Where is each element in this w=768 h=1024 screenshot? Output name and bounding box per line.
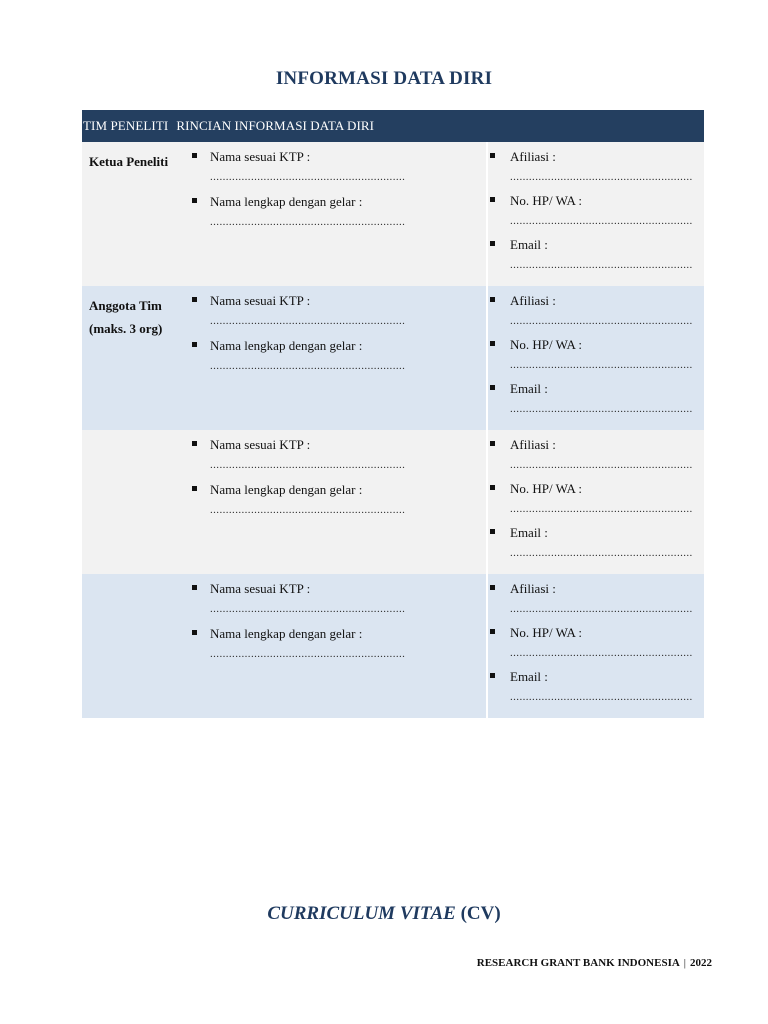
field-label: No. HP/ WA : [510, 481, 582, 496]
name-cell [188, 430, 488, 574]
fill-in-line[interactable]: .............................................................. [210, 603, 406, 615]
field-label: Nama lengkap dengan gelar : [210, 626, 363, 641]
form-field [188, 581, 486, 616]
square-bullet-icon [490, 529, 495, 534]
field-label: Email : [510, 525, 548, 540]
field-label: Email : [510, 237, 548, 252]
fill-in-line[interactable]: .......................................................... [510, 359, 693, 371]
square-bullet-icon [490, 673, 495, 678]
square-bullet-icon [490, 585, 495, 590]
form-field [488, 293, 704, 328]
table-body [82, 142, 704, 718]
square-bullet-icon [490, 197, 495, 202]
data-diri-table [82, 110, 704, 718]
form-field [188, 293, 486, 328]
form-field [188, 626, 486, 661]
table-row [82, 574, 704, 718]
fill-in-line[interactable]: .......................................................... [510, 315, 693, 327]
square-bullet-icon [490, 441, 495, 446]
role-label: Ketua Peneliti [89, 154, 169, 169]
footer-separator: | [683, 957, 686, 969]
role-cell [82, 430, 188, 574]
footer-org: RESEARCH GRANT BANK INDONESIA [476, 957, 680, 969]
field-label: Nama sesuai KTP : [210, 293, 311, 308]
square-bullet-icon [192, 297, 197, 302]
form-field [488, 237, 704, 272]
field-label: Nama lengkap dengan gelar : [210, 194, 363, 209]
square-bullet-icon [490, 297, 495, 302]
field-label: Afiliasi : [510, 149, 556, 164]
field-label: No. HP/ WA : [510, 193, 582, 208]
field-label: No. HP/ WA : [510, 625, 582, 640]
role-label: Anggota Tim [89, 298, 162, 313]
square-bullet-icon [490, 485, 495, 490]
fill-in-line[interactable]: .............................................................. [210, 171, 406, 183]
table-row [82, 430, 704, 574]
table-row [82, 286, 704, 430]
form-field [488, 337, 704, 372]
square-bullet-icon [192, 342, 197, 347]
fill-in-line[interactable]: .............................................................. [210, 459, 406, 471]
form-field [188, 437, 486, 472]
field-label: Afiliasi : [510, 293, 556, 308]
table-row [82, 142, 704, 286]
form-field [188, 149, 486, 184]
field-label: No. HP/ WA : [510, 337, 582, 352]
form-field [488, 193, 704, 228]
form-field [488, 525, 704, 560]
contact-cell [488, 286, 704, 430]
header-rincian: RINCIAN INFORMASI DATA DIRI [176, 118, 375, 133]
cv-heading-abbr: (CV) [460, 903, 501, 924]
fill-in-line[interactable]: .......................................................... [510, 603, 693, 615]
field-label: Nama sesuai KTP : [210, 149, 311, 164]
form-field [488, 481, 704, 516]
name-cell [188, 142, 488, 286]
fill-in-line[interactable]: .......................................................... [510, 647, 693, 659]
role-cell [82, 286, 188, 430]
footer-year: 2022 [690, 957, 712, 969]
role-label: (maks. 3 org) [89, 321, 163, 336]
fill-in-line[interactable]: .......................................................... [510, 403, 693, 415]
fill-in-line[interactable]: .......................................................... [510, 459, 693, 471]
field-label: Nama sesuai KTP : [210, 437, 311, 452]
fill-in-line[interactable]: .......................................................... [510, 547, 693, 559]
form-field [488, 149, 704, 184]
fill-in-line[interactable]: .......................................................... [510, 259, 693, 271]
field-label: Nama lengkap dengan gelar : [210, 482, 363, 497]
field-label: Afiliasi : [510, 581, 556, 596]
form-field [188, 194, 486, 229]
fill-in-line[interactable]: .............................................................. [210, 504, 406, 516]
fill-in-line[interactable]: .............................................................. [210, 216, 406, 228]
page-title: INFORMASI DATA DIRI [275, 68, 493, 89]
square-bullet-icon [192, 630, 197, 635]
square-bullet-icon [192, 153, 197, 158]
square-bullet-icon [490, 153, 495, 158]
fill-in-line[interactable]: .............................................................. [210, 315, 406, 327]
square-bullet-icon [192, 585, 197, 590]
square-bullet-icon [192, 441, 197, 446]
form-field [188, 338, 486, 373]
fill-in-line[interactable]: .......................................................... [510, 171, 693, 183]
field-label: Afiliasi : [510, 437, 556, 452]
fill-in-line[interactable]: .......................................................... [510, 215, 693, 227]
cv-heading [0, 903, 768, 925]
page-footer [477, 957, 712, 969]
square-bullet-icon [490, 241, 495, 246]
square-bullet-icon [192, 486, 197, 491]
fill-in-line[interactable]: .......................................................... [510, 503, 693, 515]
name-cell [188, 286, 488, 430]
header-tim-peneliti: TIM PENELITI [83, 118, 169, 133]
field-label: Nama sesuai KTP : [210, 581, 311, 596]
field-label: Email : [510, 669, 548, 684]
field-label: Email : [510, 381, 548, 396]
contact-cell [488, 574, 704, 718]
fill-in-line[interactable]: .............................................................. [210, 360, 406, 372]
field-label: Nama lengkap dengan gelar : [210, 338, 363, 353]
fill-in-line[interactable]: .............................................................. [210, 648, 406, 660]
square-bullet-icon [490, 385, 495, 390]
form-field [488, 625, 704, 660]
contact-cell [488, 142, 704, 286]
form-field [488, 437, 704, 472]
form-field [188, 482, 486, 517]
cv-heading-italic: CURRICULUM VITAE [267, 903, 456, 924]
square-bullet-icon [490, 629, 495, 634]
form-field [488, 669, 704, 704]
form-field [488, 381, 704, 416]
fill-in-line[interactable]: .......................................................... [510, 691, 693, 703]
name-cell [188, 574, 488, 718]
contact-cell [488, 430, 704, 574]
table-header [82, 110, 704, 142]
form-field [488, 581, 704, 616]
role-cell [82, 574, 188, 718]
square-bullet-icon [490, 341, 495, 346]
role-cell [82, 142, 188, 286]
square-bullet-icon [192, 198, 197, 203]
